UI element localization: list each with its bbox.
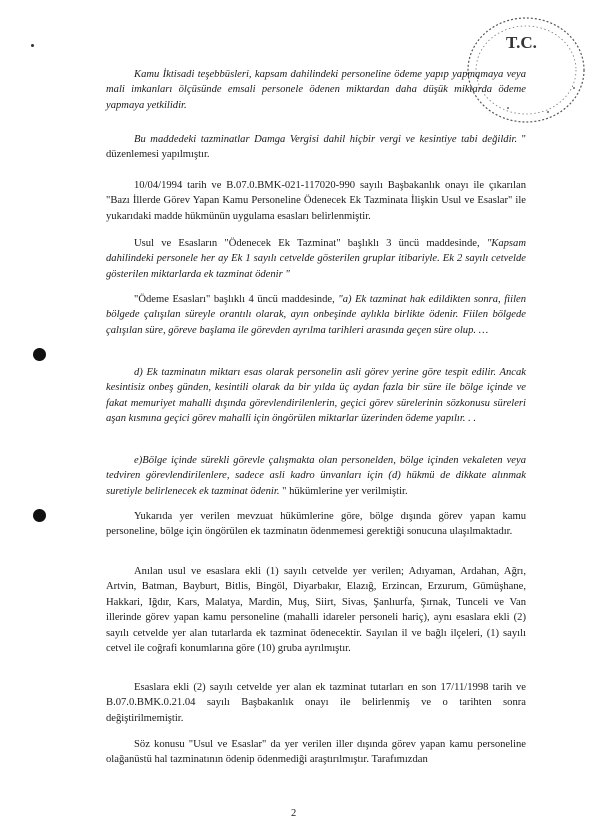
scan-speck: [31, 44, 34, 47]
paragraph-7-italic: e)Bölge içinde sürekli görevle çalışmakta olan personelden, bölge içinden vekaleten veya tedviren görevlendirilenlere, sadece asli kadro ünvanları için (d) hükmü de dikkate alınmak suretiyle belirlenecek ek tazminat ödenir.: [106, 455, 526, 497]
paragraph-2-italic: Bu maddedeki tazminatlar Damga Vergisi dahil hiçbir vergi ve kesintiye tabi değildir.: [134, 134, 518, 145]
page-number: 2: [291, 808, 297, 819]
paragraph-2: [106, 132, 526, 163]
paragraph-1: Kamu İktisadi teşebbüsleri, kapsam dahilindeki personeline ödeme yapıp yapmamaya veya mali imkanları ölçüsünde emsali personele ödenen miktardan daha düşük miktarda ödeme yapmaya yetkilidir.: [106, 69, 526, 111]
paragraph-4-normal: Usul ve Esasların "Ödenecek Ek Tazminat" başlıklı 3 üncü maddesinde,: [134, 238, 487, 249]
paragraph-4: [106, 236, 526, 282]
paragraph-11: Söz konusu "Usul ve Esaslar" da yer verilen iller dışında görev yapan kamu personeline olağanüstü hal tazminatının ödenip ödenmediği araştırılmıştır. Tarafımızdan: [106, 739, 526, 766]
paragraph-4-italic: "Kapsam dahilindeki personele her ay Ek 1 sayılı cetvelde gösterilen gruplar itibariyle. Ek 2 sayılı cetvelde gösterilen miktarlarda ek tazminat ödenir ": [106, 238, 526, 280]
seal-text: T.C.: [506, 33, 537, 52]
paragraph-3: 10/04/1994 tarih ve B.07.0.BMK-021-117020-990 sayılı Başbakanlık onayı ile çıkarılan "Bazı İllerde Görev Yapan Kamu Personeline Ödenecek Ek Tazminata İlişkin Usul ve Esaslar" ile yukarıdaki madde hükmünün uygulama esasları belirlenmiştir.: [106, 180, 526, 222]
paragraph-9: Anılan usul ve esaslara ekli (1) sayılı cetvelde yer verilen; Adıyaman, Ardahan, Ağrı, Artvin, Batman, Bayburt, Bitlis, Bingöl, Diyarbakır, Elazığ, Erzincan, Erzurum, Gümüşhane, Hakkari, Iğdır, Kars, Malatya, Mardin, Muş, Siirt, Sivas, Şanlıurfa, Şırnak, Tunceli ve Van illerinde görev yapan kamu personeline (mahalli idareler personeli hariç), aynı esaslara ekli (2) sayılı cetvelde yer alan tutarlarda ek tazminat ödenecektir. Sayılan il ve bağlı ilçeleri, (1) sayılı cetvel ile coğrafi konumlarına göre (10) gruba ayrılmıştır.: [106, 566, 526, 655]
paragraph-8: Yukarıda yer verilen mevzuat hükümlerine göre, bölge dışında görev yapan kamu personeline, bölge için öngörülen ek tazminatın ödenmemesi gerektiği sonucuna ulaşılmaktadır.: [106, 511, 526, 538]
paragraph-7-rest: " hükümlerine yer verilmiştir.: [279, 485, 408, 497]
paragraph-7: [106, 453, 526, 499]
paragraph-6: d) Ek tazminatın miktarı esas olarak personelin asli görev yerine göre tespit edilir. Ancak kesintisiz onbeş günden, kesintili olarak da bir yılda üç aydan fazla bir süre ile bölge içinde ve fakat memuriyet mahalli dışında görevlendirilenlerin, geçici görev sürelerinin sözkonusu süreleri aşan kısmına geçici görev mahalli için öngörülen miktarlar üzerinden ödeme yapılır. . .: [106, 367, 526, 425]
punch-hole: [33, 348, 46, 361]
paragraph-5: [106, 292, 526, 338]
paragraph-5-normal: "Ödeme Esasları" başlıklı 4 üncü maddesinde,: [134, 294, 339, 305]
paragraph-10: Esaslara ekli (2) sayılı cetvelde yer alan ek tazminat tutarları en son 17/11/1998 tarih ve B.07.0.BMK.0.21.04 sayılı Başbakanlık onayı ile belirlenmiş ve o tarihten sonra değiştirilmemiştir.: [106, 682, 526, 724]
paragraph-2-rest: " düzenlemesi yapılmıştır.: [106, 134, 526, 161]
paragraph-5-italic: "a) Ek tazminat hak edildikten sonra, fiilen bölgede çalışılan süreyle orantılı olarak, ayın onbeşinde aylıkla birlikte ödenir. Fiilen bölgede çalışılan süre, göreve başlama ile görevden ayrılma tarihleri arasında geçen süre olup. …: [106, 294, 527, 336]
punch-hole: [33, 509, 46, 522]
